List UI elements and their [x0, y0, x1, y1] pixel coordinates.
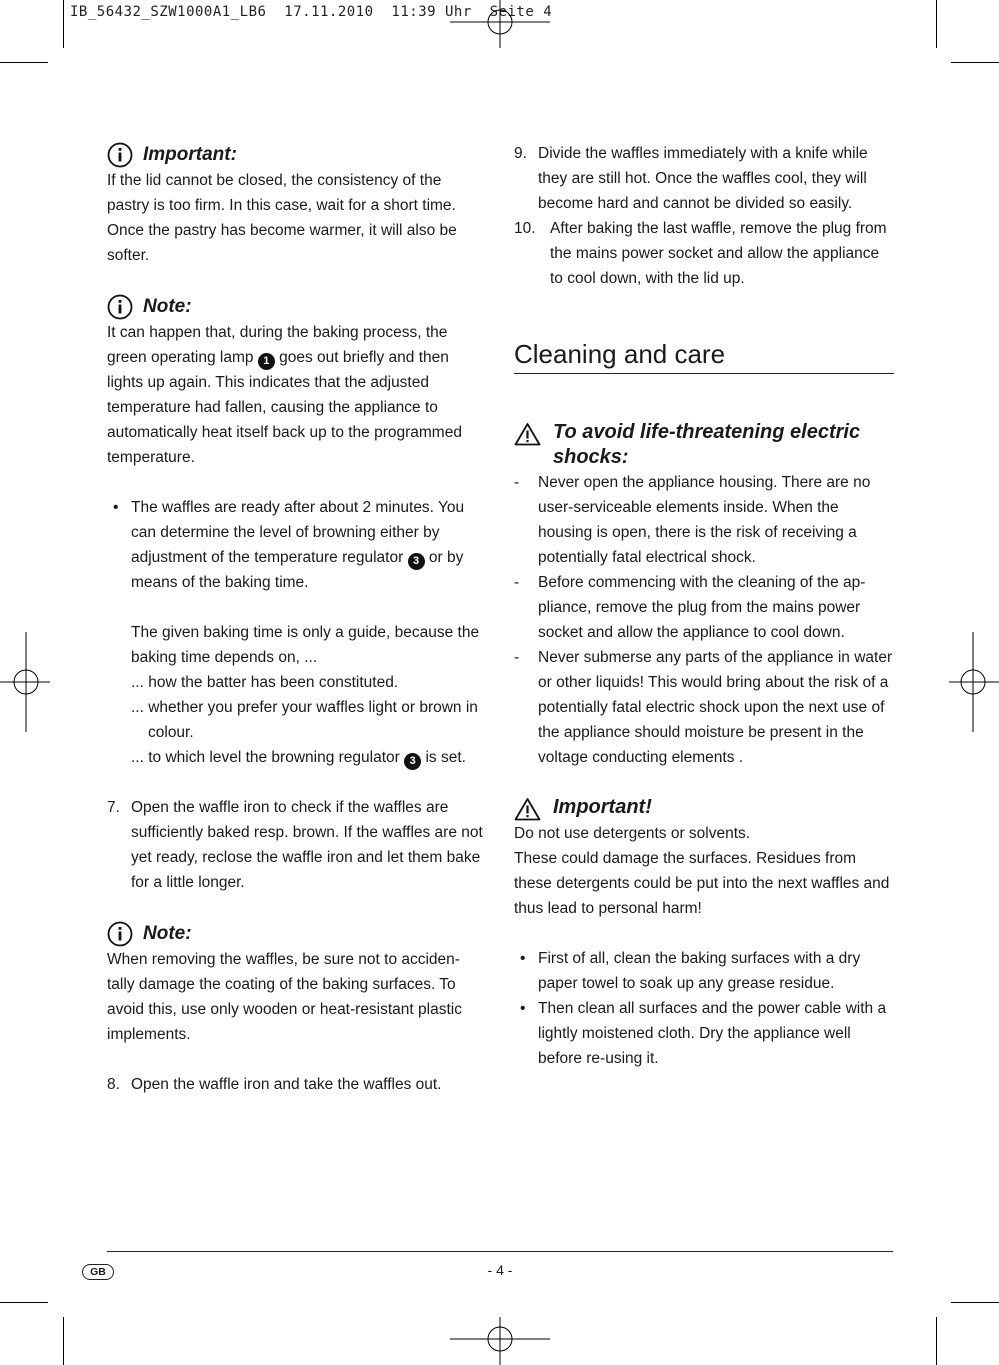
crop-mark [936, 1317, 937, 1365]
list-item: • First of all, clean the baking surfaces with a dry paper towel to soak up any grease residue. [514, 946, 894, 996]
step-8: 8. Open the waffle iron and take the waffles out. [107, 1076, 442, 1093]
reference-number-badge: 3 [408, 553, 425, 570]
note-text: It can happen that, during the baking process, the green operating lamp 1 goes out briefly and then lights up again. This indicates that the adjusted temperature had fallen, causing the appliance to automatically heat itself back up to the programmed temperature. [107, 324, 462, 466]
important-title: Important! [514, 795, 894, 821]
info-icon [107, 294, 133, 320]
crop-mark [0, 1302, 48, 1303]
reference-number-badge: 1 [258, 353, 275, 370]
note-text: When removing the waffles, be sure not to acciden-tally damage the coating of the baking surfaces. To avoid this, use only wooden or heat-resistant plastic implements. [107, 951, 462, 1043]
registration-mark-right [949, 632, 999, 732]
registration-mark-top [450, 0, 550, 48]
important-callout-title: Important: [107, 141, 487, 168]
important-text: If the lid cannot be closed, the consistency of the pastry is too firm. In this case, wait for a short time. Once the pastry has become warmer, it will also be softer. [107, 172, 457, 264]
crop-mark [951, 1302, 999, 1303]
registration-mark-left [0, 632, 50, 732]
bullet-icon: • [113, 499, 119, 516]
depends-item: ... how the batter has been constituted. [131, 674, 399, 691]
registration-mark-bottom [450, 1317, 550, 1365]
info-icon [107, 921, 133, 947]
list-item: - Before commencing with the cleaning of the ap-pliance, remove the plug from the mains power socket and allow the appliance to cool down. [514, 574, 866, 641]
step-10: 10. After baking the last waffle, remove the plug from the mains power socket and allow the appliance to cool down, with the lid up. [514, 220, 887, 287]
warning-triangle-icon [514, 422, 541, 446]
bullet-icon: • [520, 950, 526, 967]
page-number: - 4 - [487, 1262, 513, 1278]
print-header: IB_56432_SZW1000A1_LB6 17.11.2010 11:39 Uhr Seite 4 [70, 4, 553, 20]
right-column [514, 141, 894, 1071]
crop-mark [936, 0, 937, 48]
left-column [107, 141, 487, 1097]
important-text: Do not use detergents or solvents. [514, 825, 751, 842]
step-7: 7. Open the waffle iron to check if the waffles are sufficiently baked resp. brown. If the waffles are not yet ready, reclose the waffle iron and let them bake for a little longer. [107, 799, 483, 891]
list-item: - Never open the appliance housing. There are no user-serviceable elements inside. When the housing is open, there is the risk of receiving a potentially fatal electrical shock. [514, 474, 871, 566]
bullet-icon: • [520, 1000, 526, 1017]
note-callout-title: Note: [107, 293, 487, 320]
info-icon [107, 142, 133, 168]
list-item: • Then clean all surfaces and the power cable with a lightly moistened cloth. Dry the appliance well before re-using it. [514, 996, 894, 1071]
reference-number-badge: 3 [404, 753, 421, 770]
note-callout-title: Note: [107, 920, 487, 947]
warning-triangle-icon [514, 797, 541, 821]
warning-title: To avoid life-threatening electric shocks: [514, 420, 894, 470]
crop-mark [0, 62, 48, 63]
section-heading: Cleaning and care [514, 339, 894, 374]
depends-item: ... whether you prefer your waffles light or brown in colour. [131, 699, 478, 741]
country-badge: GB [82, 1264, 114, 1280]
footer-divider [107, 1251, 893, 1252]
important-text: These could damage the surfaces. Residues from these detergents could be put into the next waffles and thus lead to personal harm! [514, 850, 890, 917]
list-item: • The waffles are ready after about 2 minutes. You can determine the level of browning either by adjustment of the temperature regulator 3 or by means of the baking time. The given baking time is only a guide, because the baking time depends on, ... ... how the batter has been constituted. ... whether you prefer your waffles light or brown in colour. ... to which level the browning regulator 3 is set. [107, 495, 487, 770]
crop-mark [63, 1317, 64, 1365]
crop-mark [951, 62, 999, 63]
list-item: - Never submerse any parts of the appliance in water or other liquids! This would bring about the risk of a potentially fatal electric shock upon the next use of the appliance should moisture be present in the voltage conducting elements . [514, 649, 893, 766]
crop-mark [63, 0, 64, 48]
guide-text: The given baking time is only a guide, because the baking time depends on, ... [131, 624, 480, 666]
step-9: 9. Divide the waffles immediately with a knife while they are still hot. Once the waffles cool, they will become hard and cannot be divided so easily. [514, 145, 868, 212]
depends-item: ... to which level the browning regulator 3 is set. [131, 745, 487, 770]
